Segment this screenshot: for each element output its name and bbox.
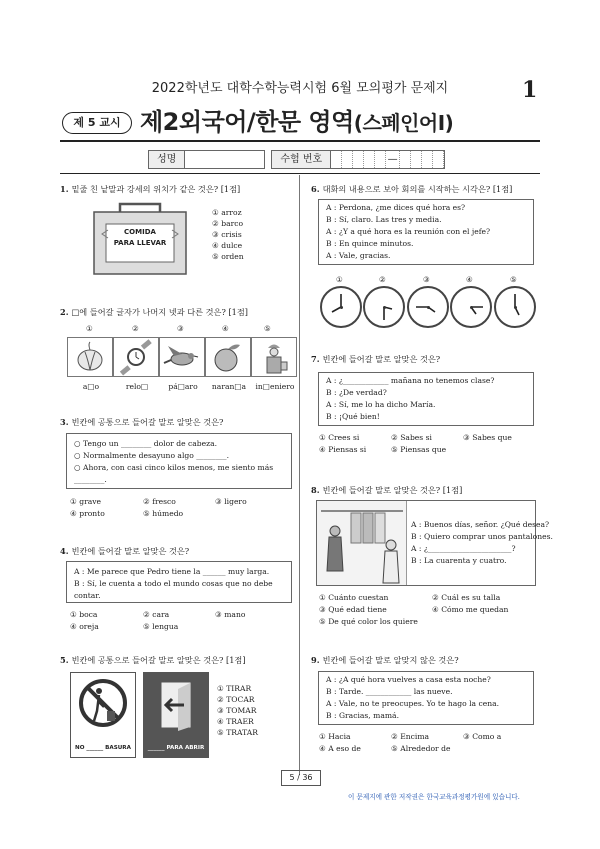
q9-box xyxy=(318,671,534,725)
q6-marker-3: ③ xyxy=(423,275,430,284)
q1-bag-illustration xyxy=(90,200,190,278)
period-badge: 제 5 교시 xyxy=(62,112,132,134)
q7-line-1: A : ¿____________ mañana no tenemos clase? xyxy=(326,376,495,385)
q9-option-2[interactable]: ② Encima xyxy=(391,732,430,741)
q2-image-engineer xyxy=(251,337,297,377)
q7-box xyxy=(318,372,534,426)
q9-option-1[interactable]: ① Hacia xyxy=(319,732,351,741)
q6-marker-2: ② xyxy=(379,275,386,284)
exam-title: 2022학년도 대학수학능력시험 6월 모의평가 문제지 xyxy=(151,81,449,96)
q4-line-1: A : Me parece que Pedro tiene la ______ muy larga. xyxy=(74,567,270,576)
q6-clock-2[interactable] xyxy=(363,286,405,328)
q9-line-1: A : ¿A qué hora vuelves a casa esta noche? xyxy=(326,675,491,684)
q3-box xyxy=(66,433,292,489)
q3-line-1: ○ Tengo un ________ dolor de cabeza. xyxy=(74,439,218,448)
q9-line-4: B : Gracias, mamá. xyxy=(326,711,399,720)
q9-option-5[interactable]: ⑤ Alrededor de xyxy=(391,744,451,753)
q6-clock-3[interactable] xyxy=(407,286,449,328)
q5-options xyxy=(217,683,258,738)
q9-line-3: A : Vale, no te preocupes. Yo te hago la cena. xyxy=(326,699,500,708)
q2-marker-4: ④ xyxy=(222,324,229,333)
q8-line-2: B : Quiero comprar unos pantalones. xyxy=(411,532,553,541)
q2-marker-3: ③ xyxy=(177,324,184,333)
q4-option-4[interactable]: ④ oreja xyxy=(70,622,99,631)
q2-word-2: relo□ xyxy=(125,382,149,391)
q6-marker-4: ④ xyxy=(466,275,473,284)
q2-marker-1: ① xyxy=(86,324,93,333)
name-label: 성명 xyxy=(148,150,185,169)
q9-option-3[interactable]: ③ Como a xyxy=(463,732,502,741)
subject-sub: (스페인어Ⅰ) xyxy=(353,111,454,135)
exam-no-dash: — xyxy=(386,151,400,168)
q2-word-3: pá□aro xyxy=(168,382,198,391)
q2-word-4: naran□a xyxy=(211,382,247,391)
q1-option-4[interactable]: ④ dulce xyxy=(212,241,243,250)
q3-line-2: ○ Normalmente desayuno algo ________. xyxy=(74,451,230,460)
exam-no-field[interactable] xyxy=(331,150,445,169)
q8-frame xyxy=(316,500,553,586)
q9-line-2: B : Tarde. ____________ las nueve. xyxy=(326,687,453,696)
content-rule xyxy=(60,173,540,174)
q2-word-1: a□o xyxy=(82,382,100,391)
q6-line-5: A : Vale, gracias. xyxy=(326,251,391,260)
bag-text-comida: COMIDA xyxy=(124,228,156,236)
q1-stem: 1. 밑줄 친 낱말과 강세의 위치가 같은 것은? [1점] xyxy=(60,184,241,194)
q4-stem: 4. 빈칸에 들어갈 말로 알맞은 것은? xyxy=(60,546,190,556)
q4-line-2: B : Sí, le cuenta a todo el mundo cosas que no debe contar. xyxy=(74,579,273,600)
q8-option-5[interactable]: ⑤ De qué color los quiere xyxy=(319,617,418,626)
q3-option-1[interactable]: ① grave xyxy=(70,497,102,506)
q3-stem: 3. 빈칸에 공통으로 들어갈 말로 알맞은 것은? xyxy=(60,417,224,427)
q1-option-2[interactable]: ② barco xyxy=(212,219,244,228)
q5-option-5[interactable]: ⑤ TRATAR xyxy=(217,728,258,737)
q7-option-3[interactable]: ③ Sabes que xyxy=(463,433,512,442)
exam-no-label: 수험 번호 xyxy=(271,150,331,169)
header-rule xyxy=(60,140,540,142)
q9-stem: 9. 빈칸에 들어갈 말로 알맞지 않은 것은? xyxy=(311,655,459,665)
q6-clock-4[interactable] xyxy=(450,286,492,328)
footer-page-indicator: 5 / 36 xyxy=(281,770,321,786)
q6-marker-1: ① xyxy=(336,275,343,284)
q6-box xyxy=(318,199,534,265)
q6-line-2: B : Sí, claro. Las tres y media. xyxy=(326,215,442,224)
q6-stem: 6. 대화의 내용으로 보아 회의를 시작하는 시각은? [1점] xyxy=(311,184,513,194)
q7-option-1[interactable]: ① Crees si xyxy=(319,433,360,442)
q9-option-4[interactable]: ④ A eso de xyxy=(319,744,361,753)
q6-line-1: A : Perdona, ¿me dices qué hora es? xyxy=(326,203,466,212)
q2-image-bird xyxy=(159,337,205,377)
footer-page: 5 xyxy=(289,773,295,782)
q8-line-3: A : ¿______________________? xyxy=(411,544,516,553)
q8-option-4[interactable]: ④ Cómo me quedan xyxy=(432,605,509,614)
q7-line-4: B : ¡Qué bien! xyxy=(326,412,380,421)
q4-option-5[interactable]: ⑤ lengua xyxy=(143,622,179,631)
q3-option-2[interactable]: ② fresco xyxy=(143,497,176,506)
q8-line-1: A : Buenos días, señor. ¿Qué desea? xyxy=(411,520,550,529)
page-number: 1 xyxy=(522,77,538,103)
q2-marker-2: ② xyxy=(132,324,139,333)
subject-title xyxy=(140,106,453,138)
q8-line-4: B : La cuarenta y cuatro. xyxy=(411,556,507,565)
q6-line-3: A : ¿Y a qué hora es la reunión con el jefe? xyxy=(326,227,491,236)
id-row xyxy=(148,150,448,169)
q2-image-orange xyxy=(205,337,251,377)
q6-clock-1[interactable] xyxy=(320,286,362,328)
q6-marker-5: ⑤ xyxy=(510,275,517,284)
q5-option-4[interactable]: ④ TRAER xyxy=(217,717,254,726)
q2-image-watch xyxy=(113,337,159,377)
bag-text-para-llevar: PARA LLEVAR xyxy=(113,239,167,247)
q7-stem: 7. 빈칸에 들어갈 말로 알맞은 것은? xyxy=(311,354,441,364)
q5-stem: 5. 빈칸에 공통으로 들어갈 말로 알맞은 것은? [1점] xyxy=(60,655,246,665)
q8-option-1[interactable]: ① Cuánto cuestan xyxy=(319,593,389,602)
q4-box xyxy=(66,561,292,603)
q8-option-3[interactable]: ③ Qué edad tiene xyxy=(319,605,387,614)
q7-option-4[interactable]: ④ Piensas si xyxy=(319,445,367,454)
column-divider xyxy=(299,175,300,775)
q3-option-3[interactable]: ③ ligero xyxy=(215,497,247,506)
q3-option-5[interactable]: ⑤ húmedo xyxy=(143,509,184,518)
q8-shop-illustration xyxy=(317,501,407,585)
footer-total: 36 xyxy=(302,773,313,782)
q5-sign-open xyxy=(143,672,209,758)
q6-clock-5[interactable] xyxy=(494,286,536,328)
subject-main: 제2외국어/한문 영역 xyxy=(140,108,354,136)
q5-sign2-text: ______ PARA ABRIR xyxy=(147,745,205,751)
q7-line-2: B : ¿De verdad? xyxy=(326,388,387,397)
q1-option-1[interactable]: ① arroz xyxy=(212,208,242,217)
q4-option-1[interactable]: ① boca xyxy=(70,610,98,619)
q7-line-3: A : Sí, me lo ha dicho María. xyxy=(326,400,436,409)
q6-line-4: B : En quince minutos. xyxy=(326,239,414,248)
q5-sign1-text: NO ______ BASURA xyxy=(75,745,131,751)
q5-option-3[interactable]: ③ TOMAR xyxy=(217,706,257,715)
q1-options xyxy=(212,207,244,262)
name-field[interactable] xyxy=(185,150,265,169)
q2-marker-5: ⑤ xyxy=(264,324,271,333)
q3-option-4[interactable]: ④ pronto xyxy=(70,509,105,518)
q2-stem: 2. □에 들어갈 글자가 나머지 넷과 다른 것은? [1점] xyxy=(60,307,248,317)
q4-option-2[interactable]: ② cara xyxy=(143,610,170,619)
q5-sign-no-trash xyxy=(70,672,136,758)
q5-option-1[interactable]: ① TIRAR xyxy=(217,684,252,693)
copyright-notice: 이 문제지에 관한 저작권은 한국교육과정평가원에 있습니다. xyxy=(348,793,520,801)
q1-option-5[interactable]: ⑤ orden xyxy=(212,252,244,261)
q2-word-5: in□eniero xyxy=(255,382,295,391)
q4-option-3[interactable]: ③ mano xyxy=(215,610,246,619)
q2-image-garlic xyxy=(67,337,113,377)
q8-option-2[interactable]: ② Cuál es su talla xyxy=(432,593,501,602)
q1-option-3[interactable]: ③ crisis xyxy=(212,230,242,239)
q3-line-3: ○ Ahora, con casi cinco kilos menos, me siento más ________. xyxy=(74,463,274,484)
q8-stem: 8. 빈칸에 들어갈 말로 알맞은 것은? [1점] xyxy=(311,485,463,495)
q7-option-5[interactable]: ⑤ Piensas que xyxy=(391,445,447,454)
q7-option-2[interactable]: ② Sabes si xyxy=(391,433,432,442)
q5-option-2[interactable]: ② TOCAR xyxy=(217,695,255,704)
